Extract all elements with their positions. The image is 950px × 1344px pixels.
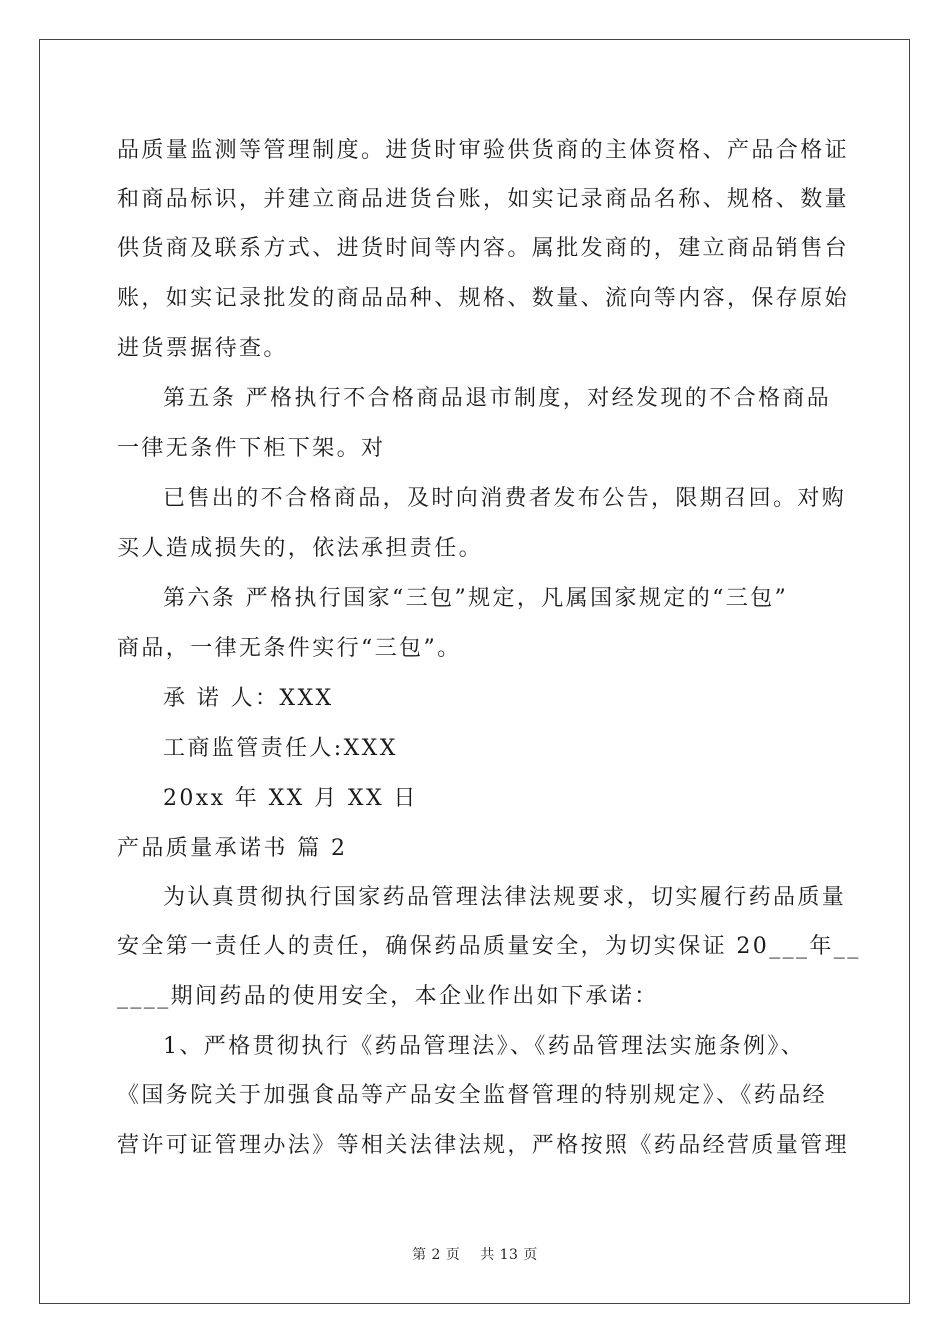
section-heading: 产品质量承诺书 篇 2	[117, 836, 348, 861]
text-line: 进货票据待查。	[117, 336, 288, 361]
text-line: ____期间药品的使用安全，本企业作出如下承诺：	[117, 984, 659, 1009]
text-line: 1、严格贯彻执行《药品管理法》、《药品管理法实施条例》、	[163, 1034, 806, 1059]
text-line: 账，如实记录批发的商品品种、规格、数量、流向等内容，保存原始	[117, 286, 850, 311]
text-line: 供货商及联系方式、进货时间等内容。属批发商的，建立商品销售台	[117, 236, 850, 261]
text-line: 品质量监测等管理制度。进货时审验供货商的主体资格、产品合格证	[117, 138, 850, 163]
text-line: 营许可证管理办法》等相关法律法规，严格按照《药品经营质量管理	[117, 1133, 850, 1158]
page-number: 第 2 页	[412, 1247, 461, 1263]
text-line: 第六条 严格执行国家“三包”规定，凡属国家规定的“三包”	[163, 586, 789, 611]
text-line: 买人造成损失的，依法承担责任。	[117, 536, 484, 561]
page-frame	[39, 39, 910, 1304]
page-total: 共 13 页	[480, 1247, 538, 1263]
text-line: 《国务院关于加强食品等产品安全监督管理的特别规定》、《药品经	[117, 1083, 828, 1108]
text-line: 第五条 严格执行不合格商品退市制度，对经发现的不合格商品	[163, 386, 832, 411]
text-line: 和商品标识，并建立商品进货台账，如实记录商品名称、规格、数量	[117, 187, 850, 212]
page-footer	[0, 1244, 950, 1264]
text-line: 已售出的不合格商品，及时向消费者发布公告，限期召回。对购	[163, 486, 847, 511]
signature-supervisor: 工商监管责任人:XXX	[163, 736, 398, 761]
text-line: 商品，一律无条件实行“三包”。	[117, 636, 462, 661]
text-line: 为认真贯彻执行国家药品管理法律法规要求，切实履行药品质量	[163, 885, 847, 910]
text-line: 一律无条件下柜下架。对	[117, 436, 386, 461]
signature-promisor: 承 诺 人：XXX	[163, 686, 334, 711]
signature-date: 20xx 年 XX 月 XX 日	[163, 786, 418, 811]
text-line: 安全第一责任人的责任，确保药品质量安全，为切实保证 20___年__	[117, 934, 861, 959]
